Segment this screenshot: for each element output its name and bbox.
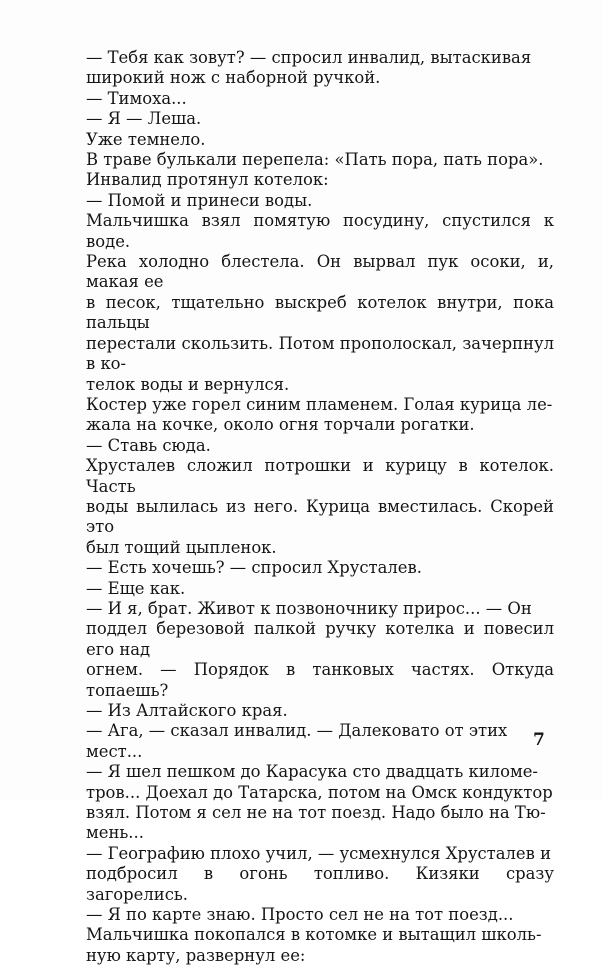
paragraph xyxy=(86,558,554,578)
text-line: — Помой и принеси воды. xyxy=(86,190,313,210)
text-line: — Еще как. xyxy=(86,578,186,598)
text-line: телок воды и вернулся. xyxy=(86,374,290,394)
text-line: — Я шел пешком до Карасука сто двадцать киломе- xyxy=(86,762,538,782)
text-line: взял. Потом я сел не на тот поезд. Надо было на Тю- xyxy=(86,803,546,823)
text-line: Костер уже горел синим пламенем. Голая курица ле- xyxy=(86,394,553,414)
paragraph xyxy=(86,456,554,558)
text-line: В траве булькали перепела: «Пать пора, пать пора». xyxy=(86,150,544,170)
text-line: — Из Алтайского края. xyxy=(86,701,288,720)
text-line: мест... xyxy=(86,741,143,761)
text-line: был тощий цыпленок. xyxy=(86,537,277,557)
text-line: тров... Доехал до Татарска, потом на Омск кондуктор xyxy=(86,782,553,802)
paragraph xyxy=(86,599,554,701)
text-line: мень... xyxy=(86,823,144,843)
text-line: Мальчишка покопался в котомке и вытащил школь- xyxy=(86,925,542,945)
text-line: — Я по карте знаю. Просто сел не на тот поезд... xyxy=(86,905,514,925)
paragraph xyxy=(86,905,554,925)
text-line: — Тебя как зовут? — спросил инвалид, вытаскивая xyxy=(86,48,532,67)
text-line: перестали скользить. Потом прополоскал, зачерпнул в ко- xyxy=(86,333,554,374)
paragraph xyxy=(86,211,554,395)
text-line: огнем. — Порядок в танковых частях. Откуда топаешь? xyxy=(86,660,554,700)
text-line: Уже темнело. xyxy=(86,129,206,149)
text-line: — Ставь сюда. xyxy=(86,435,211,455)
paragraph xyxy=(86,395,554,436)
paragraph xyxy=(86,89,554,109)
paragraph xyxy=(86,579,554,599)
text-line: широкий нож с наборной ручкой. xyxy=(86,68,381,88)
paragraph xyxy=(86,48,554,89)
paragraph xyxy=(86,844,554,905)
text-line: поддел березовой палкой ручку котелка и повесил его над xyxy=(86,619,554,659)
paragraph xyxy=(86,150,554,170)
text-line: Река холодно блестела. Он вырвал пук осоки, и, макая ее xyxy=(86,252,554,292)
paragraph xyxy=(86,170,554,190)
paragraph xyxy=(86,721,554,762)
text-line: Хрусталев сложил потрошки и курицу в котелок. Часть xyxy=(86,456,554,496)
page-text xyxy=(86,48,554,966)
text-line: — Географию плохо учил, — усмехнулся Хрусталев и xyxy=(86,843,551,863)
paragraph xyxy=(86,109,554,129)
text-line: Инвалид протянул котелок: xyxy=(86,170,329,190)
text-line: воды вылилась из него. Курица вместилась. Скорей это xyxy=(86,496,554,537)
paragraph xyxy=(86,701,554,721)
paragraph xyxy=(86,436,554,456)
text-line: ную карту, развернул ее: xyxy=(86,945,306,965)
text-line: в песок, тщательно выскреб котелок внутри, пока пальцы xyxy=(86,292,554,333)
text-line: — Есть хочешь? — спросил Хрусталев. xyxy=(86,558,422,578)
text-line: — И я, брат. Живот к позвоночнику прирос... — Он xyxy=(86,598,532,618)
text-line: жала на кочке, около огня торчали рогатки. xyxy=(86,415,475,435)
paragraph xyxy=(86,191,554,211)
text-line: — Ага, — сказал инвалид. — Далековато от этих xyxy=(86,721,508,741)
paragraph xyxy=(86,762,554,844)
page-number: 7 xyxy=(533,730,545,750)
text-line: — Тимоха... xyxy=(86,88,187,108)
text-line: — Я — Леша. xyxy=(86,109,202,129)
text-line: Мальчишка взял помятую посудину, спустился к воде. xyxy=(86,211,554,251)
paragraph xyxy=(86,130,554,150)
text-line: подбросил в огонь топливо. Кизяки сразу загорелись. xyxy=(86,864,554,904)
paragraph xyxy=(86,925,554,966)
